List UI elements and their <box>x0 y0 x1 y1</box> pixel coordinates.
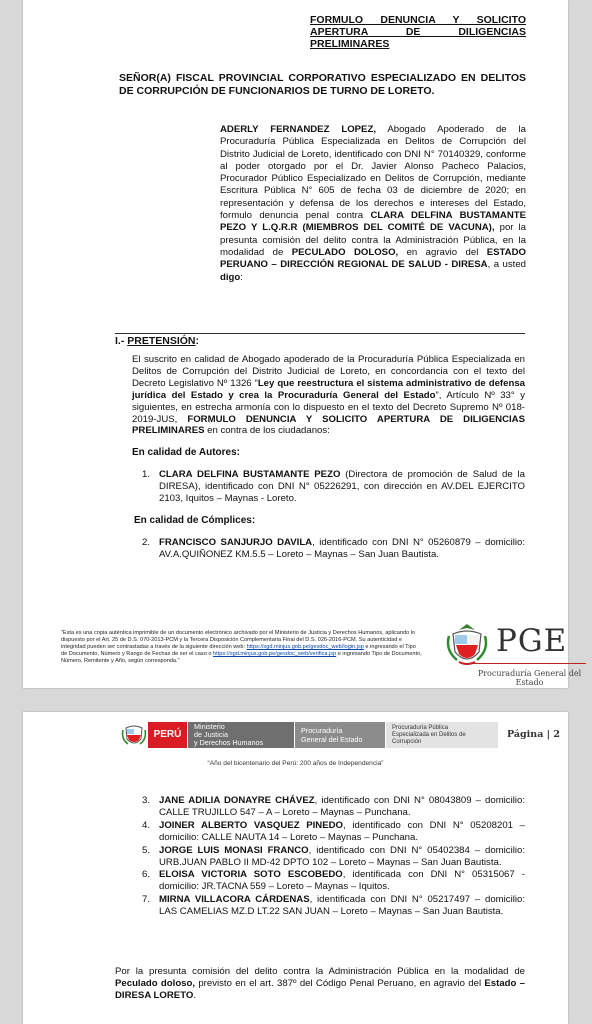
peru-shield-icon <box>121 722 147 748</box>
peru-coat-of-arms-icon <box>445 622 489 668</box>
page-number: Página | 2 <box>507 729 561 740</box>
list-item: 7. MIRNA VILLACORA CÁRDENAS, identificada con DNI N° 05217497 – domicilio: LAS CAMELIAS MZ.D LT.22 SAN JUAN – Loreto – Maynas – San Juan Bautista. <box>142 894 525 918</box>
list-item: 6. ELOISA VICTORIA SOTO ESCOBEDO, identificada con DNI N° 05315067 - domicilio: JR.TACNA 559 – Loreto – Maynas – Iquitos. <box>142 869 525 893</box>
verification-link-verifica[interactable]: https://sgd.minjus.gob.pe/gesdoc_web/verifica.jsp <box>213 651 337 657</box>
list-item: 5. JORGE LUIS MONASI FRANCO, identificado con DNI N° 05402384 – domicilio: URB.JUAN PABLO II MD-42 DPTO 102 – Loreto – Maynas – San Juan Bautista. <box>142 844 525 868</box>
authenticity-footnote: “Esta es una copia auténtica imprimible de un documento electrónico archivado por el Ministerio de Justicia y Derechos Humanos, aplicando lo dispuesto por el Art. 25 de D.S. 070-2013-PCM y la Tercera Disposición Complementaria Final del D.S. 026-2016-PCM. Su autenticidad e integridad pueden ser contrastadas a través de la siguiente dirección web: https://sgd.minjus.gob.pe/gesdoc_web/login.jsp e ingresando el Tipo de Documento, Número y Rango de Fechas de ser el caso o https://sgd.minjus.gob.pe/gesdoc_web/verifica.jsp e ingresando Tipo de Documento, Número, Remitente y Año, según corresponda.” <box>61 630 422 664</box>
procuraduria-publica-badge: Procuraduría Pública Especializada en Delitos de Corrupción <box>386 722 498 748</box>
pge-divider <box>470 663 586 664</box>
addressee: SEÑOR(A) FISCAL PROVINCIAL CORPORATIVO ESPECIALIZADO EN DELITOS DE CORRUPCIÓN DE FUNCIONARIOS DE TURNO DE LORETO. <box>119 72 526 97</box>
procuraduria-general-badge: Procuraduría General del Estado <box>295 722 385 748</box>
intro-paragraph: ADERLY FERNANDEZ LOPEZ, Abogado Apoderado de la Procuraduría Pública Especializada en Delitos de Corrupción del Distrito Judicial de Loreto, identificado con DNI N° 70140329, conforme al poder otorgado por el Dr. Javier Alonso Pacheco Palacios, Procurador Público Especializado en Delitos de Corrupción, mediante Escritura Pública N° 605 de fecha 03 de diciembre de 2020; en representación y defensa de los derechos e intereses del Estado, formulo denuncia penal contra CLARA DELFINA BUSTAMANTE PEZO Y L.Q.R.R (MIEMBROS DEL COMITÉ DE VACUNA), por la presunta comisión del delito contra la Administración Pública, en la modalidad de PECULADO DOLOSO, en agravio del ESTADO PERUANO – DIRECCIÓN REGIONAL DE SALUD - DIRESA, a usted digo: <box>220 124 527 283</box>
autores-label: En calidad de Autores: <box>132 447 240 459</box>
document-page-1 <box>23 0 582 688</box>
peru-badge: PERÚ <box>148 722 187 748</box>
complices-list-items <box>132 795 525 918</box>
pge-subtitle: Procuraduría General del Estado <box>477 669 582 687</box>
lawyer-name: ADERLY FERNANDEZ LOPEZ, <box>220 124 376 135</box>
list-item: 2. FRANCISCO SANJURJO DAVILA, identificado con DNI N° 05260879 – domicilio: AV.A.QUIÑONEZ KM.5.5 – Loreto – Maynas – San Juan Bautista. <box>142 536 525 560</box>
list-item: 3. JANE ADILIA DONAYRE CHÁVEZ, identificado con DNI N° 08043809 – domicilio: CALLE TRUJILLO 547 – A – Loreto – Maynas – Punchana. <box>142 795 526 818</box>
complices-label: En calidad de Cómplices: <box>134 514 256 526</box>
pge-logo-text: PGE <box>496 623 568 659</box>
pretension-paragraph: El suscrito en calidad de Abogado apoderado de la Procuraduría Pública Especializada en Delitos de Corrupción del Distrito Judicial de Loreto, en concordancia con el texto del Decreto Legislativo Nº 1326 “Ley que reestructura el sistema administrativo de defensa jurídica del Estado y crea la Procuraduría General del Estado”, Artículo Nº 33° y siguientes, en estrecha armonía con lo dispuesto en el texto del Decreto Supremo Nº 018-2019-JUS, FORMULO DENUNCIA Y SOLICITO APERTURA DE DILIGENCIAS PRELIMINARES en contra de los ciudadanos: <box>132 354 525 437</box>
list-item: 4. JOINER ALBERTO VASQUEZ PINEDO, identificado con DNI N° 05208201 – domicilio: CALLE NAUTA 14 – Loreto – Maynas – Punchana. <box>142 819 525 843</box>
complices-list <box>132 795 525 919</box>
ministerio-badge: Ministerio de Justicia y Derechos Humanos <box>188 722 294 748</box>
list-item: 1. CLARA DELFINA BUSTAMANTE PEZO (Directora de promoción de Salud de la DIRESA), identificado con DNI N° 05226291, con dirección en AV.DEL EJERCITO 2103, Iquitos – Maynas - Loreto. <box>142 469 525 505</box>
year-motto: “Año del bicentenario del Perú: 200 años de Independencia” <box>207 760 384 767</box>
document-page-2 <box>23 712 568 1024</box>
document-title: FORMULO DENUNCIA Y SOLICITO APERTURA DE DILIGENCIAS PRELIMINARES <box>310 14 526 50</box>
closing-paragraph: Por la presunta comisión del delito contra la Administración Pública en la modalidad de Peculado doloso, previsto en el art. 387º del Código Penal Peruano, en agravio del Estado – DIRESA LORETO. <box>115 966 525 1001</box>
pretension-body <box>132 354 525 561</box>
section-heading-pretension: I.- PRETENSIÓN: <box>115 333 525 348</box>
verification-link-login[interactable]: https://sgd.minjus.gob.pe/gesdoc_web/login.jsp <box>246 644 364 650</box>
